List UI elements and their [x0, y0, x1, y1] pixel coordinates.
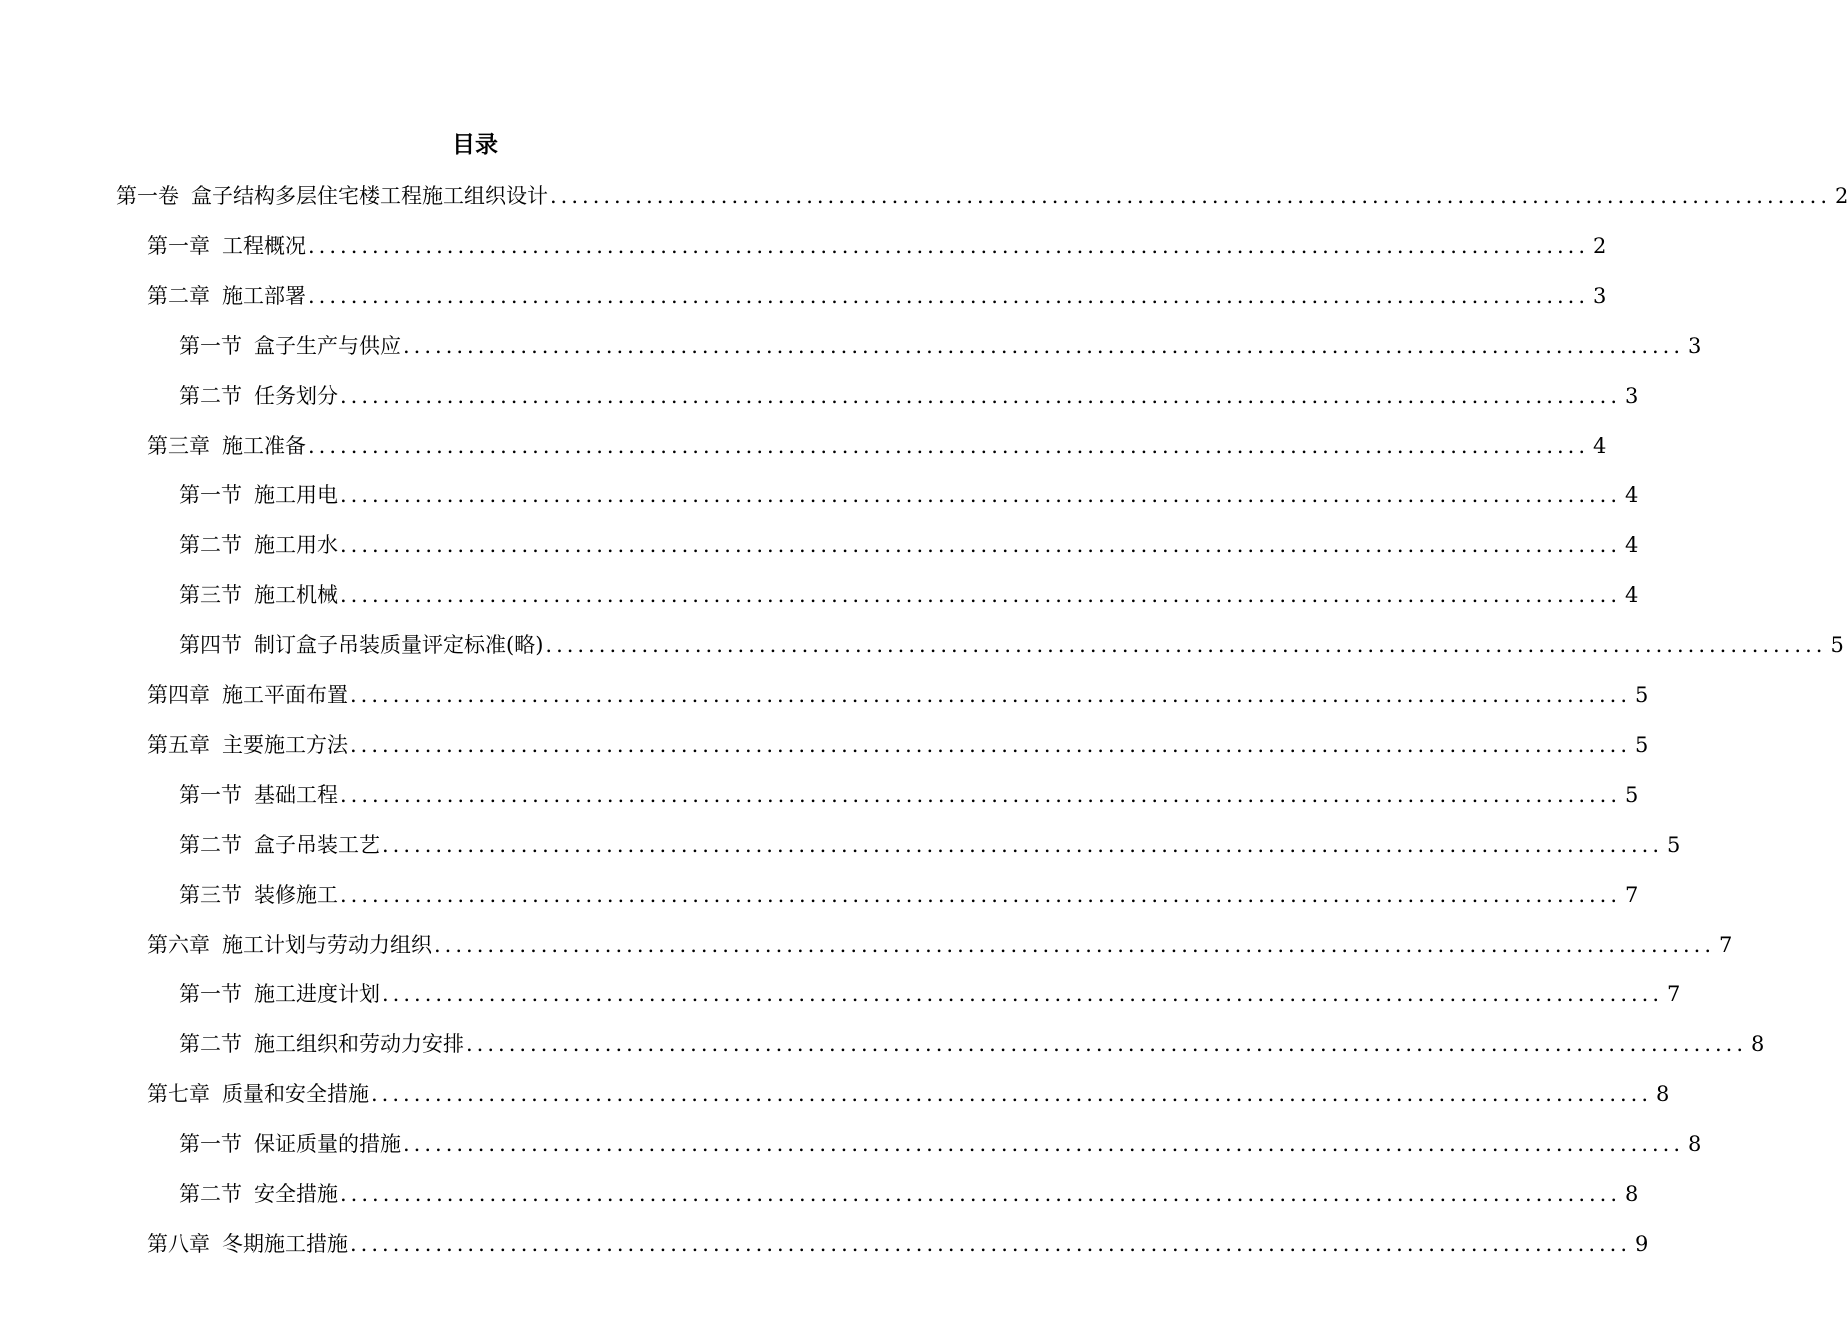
toc-entry-number: 第六章	[147, 932, 210, 957]
toc-entry-number: 第三节	[179, 882, 242, 907]
dot-leader: ........................................................................................................................	[340, 583, 1622, 608]
dot-leader: ........................................................................................................................	[371, 1082, 1653, 1107]
toc-entry-page-number: 4	[1593, 433, 1607, 458]
dot-leader: ........................................................................................................................	[340, 882, 1622, 907]
toc-entry-text: 施工计划与劳动力组织	[222, 932, 432, 957]
toc-entry[interactable]	[179, 477, 1639, 513]
toc-entry-number: 第二节	[179, 1032, 242, 1057]
dot-leader: ........................................................................................................................	[340, 383, 1622, 408]
toc-entry-number: 第二节	[179, 832, 242, 857]
toc-entry[interactable]	[179, 328, 1702, 364]
dot-leader: ........................................................................................................................	[350, 683, 1632, 707]
toc-entry-text: 主要施工方法	[222, 732, 348, 757]
dot-leader: ........................................................................................................................	[340, 533, 1622, 558]
toc-entry-label	[179, 527, 338, 563]
dot-leader: ........................................................................................................................	[308, 283, 1590, 308]
toc-entry-label	[179, 1026, 464, 1062]
toc-entry[interactable]	[179, 1176, 1639, 1212]
toc-entry[interactable]	[179, 627, 1844, 663]
toc-entry[interactable]	[147, 1226, 1649, 1262]
toc-entry[interactable]	[179, 577, 1639, 613]
toc-entry-page-number: 3	[1593, 283, 1607, 308]
toc-entry-text: 盒子结构多层住宅楼工程施工组织设计	[191, 184, 548, 208]
toc-entry-page-number: 5	[1635, 732, 1649, 757]
dot-leader: ........................................................................................................................	[350, 1231, 1632, 1256]
toc-entry[interactable]	[147, 228, 1607, 264]
toc-entry-text: 制订盒子吊装质量评定标准(略)	[254, 633, 544, 658]
toc-entry-label	[147, 278, 306, 314]
toc-entry-text: 任务划分	[254, 383, 338, 408]
toc-entry-text: 施工准备	[222, 433, 306, 458]
toc-entry-page-number: 7	[1667, 982, 1681, 1007]
toc-entry-number: 第二节	[179, 533, 242, 558]
toc-entry-page-number: 7	[1719, 932, 1733, 957]
toc-entry[interactable]	[147, 677, 1649, 713]
toc-entry-text: 装修施工	[254, 882, 338, 907]
dot-leader: ........................................................................................................................	[308, 433, 1590, 458]
toc-entry-page-number: 9	[1635, 1231, 1649, 1256]
toc-entry-number: 第一卷	[116, 184, 179, 208]
toc-entry-label	[147, 228, 306, 264]
dot-leader: ........................................................................................................................	[403, 1132, 1685, 1157]
toc-title: 目录	[452, 131, 498, 158]
toc-entry-text: 安全措施	[254, 1182, 338, 1206]
toc-entry-label	[179, 877, 338, 913]
dot-leader: ........................................................................................................................	[403, 333, 1685, 358]
dot-leader: ........................................................................................................................	[382, 832, 1664, 857]
toc-entry-label	[179, 328, 401, 364]
toc-entry-text: 质量和安全措施	[222, 1082, 369, 1107]
dot-leader: ........................................................................................................................	[308, 233, 1590, 258]
dot-leader: ........................................................................................................................	[340, 1182, 1622, 1206]
toc-entry-label	[179, 777, 338, 813]
toc-entry-number: 第五章	[147, 732, 210, 757]
toc-entry-page-number: 3	[1625, 383, 1639, 408]
dot-leader: ........................................................................................................................	[340, 483, 1622, 508]
toc-entry-number: 第一节	[179, 483, 242, 508]
dot-leader: ........................................................................................................................	[350, 732, 1632, 757]
toc-entry-label	[147, 1226, 348, 1262]
toc-entry-label	[116, 178, 548, 214]
toc-entry-label	[179, 1126, 401, 1162]
toc-entry[interactable]	[147, 428, 1607, 464]
toc-entry[interactable]	[179, 976, 1681, 1012]
toc-entry-label	[179, 378, 338, 414]
toc-entry-label	[147, 927, 432, 963]
toc-entry-label	[179, 1176, 338, 1212]
dot-leader: ........................................................................................................................	[340, 782, 1622, 807]
toc-entry-page-number: 5	[1625, 782, 1639, 807]
toc-entry-number: 第四节	[179, 633, 242, 658]
toc-entry-page-number: 8	[1751, 1032, 1765, 1057]
toc-entry-text: 施工组织和劳动力安排	[254, 1032, 464, 1057]
toc-entry-number: 第一节	[179, 333, 242, 358]
toc-entry-number: 第八章	[147, 1231, 210, 1256]
toc-entry-page-number: 8	[1656, 1082, 1670, 1107]
toc-entry[interactable]	[179, 527, 1639, 563]
toc-entry-text: 工程概况	[222, 233, 306, 258]
toc-entry[interactable]	[179, 1026, 1765, 1062]
toc-entry-page-number: 8	[1625, 1182, 1639, 1206]
toc-entry-text: 施工部署	[222, 283, 306, 308]
toc-entry-number: 第四章	[147, 683, 210, 707]
toc-entry-page-number: 4	[1625, 483, 1639, 508]
toc-entry-page-number: 7	[1625, 882, 1639, 907]
toc-entry-page-number: 2	[1835, 184, 1848, 208]
toc-entry[interactable]	[179, 877, 1639, 913]
toc-entry[interactable]	[179, 1126, 1702, 1162]
toc-entry-text: 施工平面布置	[222, 683, 348, 707]
toc-entry-number: 第一节	[179, 1132, 242, 1157]
toc-entry[interactable]	[179, 827, 1681, 863]
toc-entry-page-number: 5	[1830, 633, 1844, 658]
toc-entry[interactable]	[147, 1076, 1670, 1112]
toc-entry-text: 施工进度计划	[254, 982, 380, 1007]
toc-entry[interactable]	[179, 378, 1639, 414]
toc-entry-label	[147, 677, 348, 713]
toc-entry-page-number: 8	[1688, 1132, 1702, 1157]
toc-entry-label	[179, 827, 380, 863]
toc-entry-label	[147, 727, 348, 763]
toc-entry-number: 第二节	[179, 383, 242, 408]
toc-entry-page-number: 4	[1625, 583, 1639, 608]
toc-entry-label	[179, 627, 543, 663]
toc-entry[interactable]	[147, 278, 1607, 314]
dot-leader: ........................................................................................................................	[545, 633, 1827, 658]
toc-entry-text: 保证质量的措施	[254, 1132, 401, 1157]
toc-entry-page-number: 4	[1625, 533, 1639, 558]
toc-entry-number: 第二章	[147, 283, 210, 308]
toc-entry-number: 第二节	[179, 1182, 242, 1206]
toc-entry-number: 第一章	[147, 233, 210, 258]
toc-entry-text: 冬期施工措施	[222, 1231, 348, 1256]
toc-entry-text: 盒子生产与供应	[254, 333, 401, 358]
dot-leader: ........................................................................................................................	[466, 1032, 1748, 1057]
toc-entry-text: 施工用电	[254, 483, 338, 508]
toc-entry-number: 第一节	[179, 782, 242, 807]
toc-entry-label	[179, 577, 338, 613]
toc-entry-text: 施工机械	[254, 583, 338, 608]
toc-entry[interactable]	[147, 927, 1733, 963]
toc-entry-text: 盒子吊装工艺	[254, 832, 380, 857]
toc-entry-label	[179, 976, 380, 1012]
toc-entry[interactable]	[116, 178, 1848, 214]
toc-entry-label	[147, 428, 306, 464]
toc-entry-label	[179, 477, 338, 513]
dot-leader: ........................................................................................................................	[550, 184, 1832, 208]
toc-entry-number: 第七章	[147, 1082, 210, 1107]
toc-entry-page-number: 5	[1667, 832, 1681, 857]
toc-entry-number: 第三节	[179, 583, 242, 608]
toc-entry-number: 第一节	[179, 982, 242, 1007]
dot-leader: ........................................................................................................................	[382, 982, 1664, 1007]
toc-entry-page-number: 2	[1593, 233, 1607, 258]
toc-entry-label	[147, 1076, 369, 1112]
toc-entry[interactable]	[179, 777, 1639, 813]
dot-leader: ........................................................................................................................	[434, 932, 1716, 957]
toc-entry-number: 第三章	[147, 433, 210, 458]
toc-entry[interactable]	[147, 727, 1649, 763]
toc-entry-text: 施工用水	[254, 533, 338, 558]
toc-entry-page-number: 3	[1688, 333, 1702, 358]
toc-entry-page-number: 5	[1635, 683, 1649, 707]
toc-entry-text: 基础工程	[254, 782, 338, 807]
